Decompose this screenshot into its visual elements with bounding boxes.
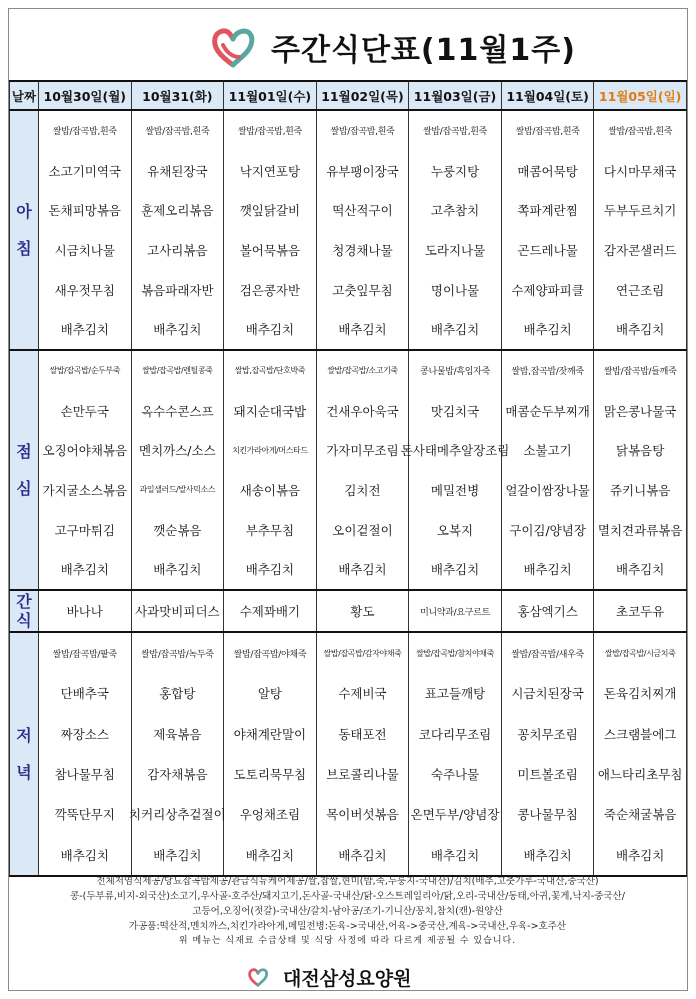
heart-logo-icon xyxy=(209,23,257,71)
snack-day-cell xyxy=(224,590,317,632)
menu-item: 깍뚝단무지 xyxy=(54,807,115,823)
lunch-day-cell xyxy=(501,350,594,590)
origin-note-4: 가공품:떡산적,멘치까스,치킨가라아게,메밀전병:돈육->국내산,어육->중국산,계육->국내산,우육->호주산 xyxy=(128,921,567,932)
menu-item: 스크램블에그 xyxy=(603,726,677,742)
menu-item: 가자미무조림 xyxy=(326,443,399,459)
menu-item: 미트볼조림 xyxy=(517,767,578,783)
menu-item: 낙지연포탕 xyxy=(239,163,301,179)
header xyxy=(9,9,687,79)
menu-item: 배추김치 xyxy=(616,562,665,578)
menu-item: 멸치견과류볶음 xyxy=(597,522,683,538)
menu-item: 도토리묵무침 xyxy=(233,767,307,783)
menu-item: 배추김치 xyxy=(523,847,572,863)
menu-item: 건새우아욱국 xyxy=(326,403,399,419)
lunch-day-cell xyxy=(131,350,224,590)
menu-item: 감자채볶음 xyxy=(147,767,208,783)
menu-item: 맑은콩나물국 xyxy=(603,403,677,419)
menu-item: 쌀밥/잡곡밥/소고기죽 xyxy=(327,366,398,376)
menu-item: 참나물무침 xyxy=(54,767,115,783)
dinner-day-cell xyxy=(594,632,687,876)
menu-item: 쌀밥,잡곡밥/잣깨죽 xyxy=(511,367,584,378)
lunch-day-cell xyxy=(316,350,409,590)
menu-item: 메밀전병 xyxy=(430,482,480,498)
breakfast-day-cell xyxy=(316,110,409,350)
breakfast-day-cell xyxy=(224,110,317,350)
footer-notes xyxy=(9,874,686,949)
menu-item: 쌀밥/잡곡밥/새우죽 xyxy=(511,649,584,660)
menu-item: 시금치나물 xyxy=(54,242,115,258)
menu-item: 쌀밥/잡곡밥,흰죽 xyxy=(515,127,580,138)
lunch-day-cell xyxy=(400,350,510,590)
menu-item: 깻잎닭갈비 xyxy=(239,203,301,219)
menu-item: 쌀밥/잡곡밥/참치야채죽 xyxy=(416,648,494,658)
menu-item: 미니약과/요구르트 xyxy=(420,607,490,618)
menu-item: 단배추국 xyxy=(60,686,109,702)
menu-item: 볶음파래자반 xyxy=(141,282,214,298)
menu-item: 배추김치 xyxy=(60,322,109,338)
snack-day-cell xyxy=(131,590,224,632)
menu-item: 동태포전 xyxy=(338,726,387,742)
snack-day-cell xyxy=(409,590,502,632)
menu-item: 명이나물 xyxy=(430,282,480,298)
menu-item: 소불고기 xyxy=(523,443,572,459)
menu-item: 도라지나물 xyxy=(424,242,486,258)
menu-item: 곤드레나물 xyxy=(517,242,578,258)
dinner-day-cell xyxy=(409,632,502,876)
day-header-fri: 11월03일(금) xyxy=(409,81,502,110)
snack-label xyxy=(10,590,39,632)
menu-item: 우엉채조림 xyxy=(239,807,301,823)
lunch-day-cell xyxy=(39,350,132,590)
menu-item: 온면두부/양념장 xyxy=(410,807,500,823)
breakfast-label-char: 아 xyxy=(16,201,32,221)
menu-item: 치킨가라아게/머스타드 xyxy=(232,445,308,455)
menu-item: 배추김치 xyxy=(153,322,202,338)
menu-item: 닭볶음탕 xyxy=(616,443,665,459)
menu-item: 쌀밥/잡곡밥/녹두죽 xyxy=(141,649,214,660)
menu-item: 부추무침 xyxy=(245,522,295,538)
menu-item: 야채계란말이 xyxy=(233,726,307,742)
menu-item: 쌀밥/잡곡밥/팥죽 xyxy=(52,649,117,660)
menu-item: 오징어야채볶음 xyxy=(42,443,128,459)
weekly-menu-table xyxy=(9,80,687,877)
menu-item: 연근조림 xyxy=(616,282,665,298)
menu-item: 배추김치 xyxy=(338,322,387,338)
menu-change-notice: 위 메뉴는 식재료 수급상태 및 식당 사정에 따라 다르게 제공될 수 있습니다. xyxy=(178,936,517,946)
menu-item: 알탕 xyxy=(257,686,282,702)
menu-item: 떡산적구이 xyxy=(332,203,393,219)
menu-item: 바나나 xyxy=(66,604,103,619)
menu-item: 브로콜리나물 xyxy=(326,767,399,783)
snack-row xyxy=(10,590,687,632)
menu-item: 배추김치 xyxy=(338,847,387,863)
menu-item: 쌀밥/잡곡밥,흰죽 xyxy=(145,127,210,138)
menu-item: 배추김치 xyxy=(523,562,572,578)
menu-item: 배추김치 xyxy=(153,847,202,863)
menu-item: 돈사태메추알장조림 xyxy=(400,443,510,459)
lunch-label-char: 심 xyxy=(16,479,32,498)
snack-day-cell xyxy=(594,590,687,632)
menu-item: 훈제오리볶음 xyxy=(141,203,214,219)
menu-item: 배추김치 xyxy=(60,562,109,578)
day-header-tue: 10월31(화) xyxy=(131,81,224,110)
menu-item: 황도 xyxy=(350,604,375,619)
menu-item: 콩나물무침 xyxy=(517,807,578,823)
menu-item: 손만두국 xyxy=(60,403,109,419)
menu-item: 콩나물밥/흑임자죽 xyxy=(420,367,490,378)
day-header-wed: 11월01일(수) xyxy=(224,81,317,110)
menu-item: 누룽지탕 xyxy=(430,163,480,179)
menu-item: 얼갈이쌈장나물 xyxy=(505,482,590,498)
menu-item: 시금치된장국 xyxy=(511,686,584,702)
menu-item: 오복지 xyxy=(436,522,474,538)
menu-item: 배추김치 xyxy=(430,322,480,338)
day-header-sat: 11월04일(토) xyxy=(501,81,594,110)
menu-item: 고춧잎무침 xyxy=(332,282,393,298)
menu-item: 감자콘샐러드 xyxy=(603,242,677,258)
snack-label-char: 간 xyxy=(16,591,32,611)
dinner-label-char: 저 xyxy=(16,725,32,745)
menu-item: 매콤순두부찌개 xyxy=(505,403,590,419)
menu-item: 쌀밥/잡곡밥/야채죽 xyxy=(233,649,307,660)
menu-item: 배추김치 xyxy=(338,562,387,578)
menu-item: 고사리볶음 xyxy=(147,242,208,258)
menu-item: 돈채피망볶음 xyxy=(48,203,121,219)
menu-item: 죽순채굴볶음 xyxy=(603,807,677,823)
dinner-day-cell xyxy=(39,632,132,876)
menu-item: 코다리무조림 xyxy=(418,726,492,742)
menu-item: 쌀밥/잡곡밥/순두부죽 xyxy=(49,366,121,376)
menu-item: 배추김치 xyxy=(523,322,572,338)
menu-item: 배추김치 xyxy=(153,562,202,578)
menu-item: 소고기미역국 xyxy=(48,163,121,179)
menu-item: 배추김치 xyxy=(616,847,665,863)
menu-item: 깻순볶음 xyxy=(153,522,202,538)
breakfast-row xyxy=(10,110,687,350)
day-header-sun: 11월05일(일) xyxy=(594,81,687,110)
menu-item: 배추김치 xyxy=(430,562,480,578)
menu-item: 쌀밥/잡곡밥,흰죽 xyxy=(423,127,488,138)
menu-item: 검은콩자반 xyxy=(239,282,301,298)
menu-item: 수제비국 xyxy=(338,686,387,702)
menu-item: 돼지순대국밥 xyxy=(233,403,307,419)
breakfast-day-cell xyxy=(409,110,502,350)
day-header-mon: 10월30일(월) xyxy=(39,81,132,110)
menu-item: 멘치까스/소스 xyxy=(139,443,216,459)
menu-item: 오이겉절이 xyxy=(332,522,393,538)
lunch-day-cell xyxy=(224,350,317,590)
origin-note-1: 전체저염식제공/당뇨잡곡밥제공/관급식뉴케어제공/쌀,찹쌀,현미(밥,죽,누룽지-국내산)/김치(배추,고춧가루-국내산,중국산) xyxy=(96,876,599,887)
breakfast-label xyxy=(10,110,39,350)
origin-note-3: 고등어,오징어(젓갈)-국내산/갈치-남아공/조기-기니산/꽁치,참치(캔)-원양산 xyxy=(192,906,503,917)
menu-item: 쪽파계란찜 xyxy=(517,203,578,219)
days-header-row xyxy=(10,81,687,110)
dinner-row xyxy=(10,632,687,876)
dinner-label-char: 녁 xyxy=(16,763,32,782)
menu-item: 쌀밥/잡곡밥,흰죽 xyxy=(608,127,673,138)
menu-item: 김치전 xyxy=(344,482,381,498)
menu-item: 쌀밥/잡곡밥/들깨죽 xyxy=(603,367,677,378)
menu-item: 제육볶음 xyxy=(153,726,202,742)
page-title: 주간식단표(11월1주) xyxy=(271,33,576,68)
menu-item: 유채된장국 xyxy=(147,163,208,179)
menu-item: 사과맛비피더스 xyxy=(135,604,220,619)
breakfast-day-cell xyxy=(39,110,132,350)
menu-item: 다시마무채국 xyxy=(603,163,677,179)
menu-item: 과일샐러드/발사믹소스 xyxy=(139,485,216,495)
menu-item: 가지굴소스볶음 xyxy=(42,482,128,498)
menu-item: 쌀밥,잡곡밥/단호박죽 xyxy=(234,366,306,376)
menu-item: 청경채나물 xyxy=(332,242,393,258)
menu-item: 쥬키니볶음 xyxy=(609,482,671,498)
menu-item: 수제양파피클 xyxy=(511,282,584,298)
menu-item: 고구마튀김 xyxy=(54,522,115,538)
menu-item: 유부팽이장국 xyxy=(326,163,399,179)
menu-item: 매콤어묵탕 xyxy=(517,163,578,179)
menu-item: 새우젓무침 xyxy=(54,282,115,298)
dinner-day-cell xyxy=(316,632,409,876)
menu-item: 배추김치 xyxy=(60,847,109,863)
brand-footer xyxy=(9,962,686,992)
date-header-label: 날짜 xyxy=(10,81,39,110)
dinner-label xyxy=(10,632,39,876)
menu-item: 쌀밥/잡곡밥/렌틸콩죽 xyxy=(142,366,213,376)
snack-day-cell xyxy=(39,590,132,632)
menu-item: 숙주나물 xyxy=(430,767,480,783)
menu-item: 배추김치 xyxy=(245,322,295,338)
dinner-day-cell xyxy=(501,632,594,876)
menu-item: 배추김치 xyxy=(245,562,295,578)
day-header-thu: 11월02일(목) xyxy=(316,81,409,110)
menu-item: 목이버섯볶음 xyxy=(326,807,399,823)
menu-item: 표고들깨탕 xyxy=(424,686,486,702)
breakfast-day-cell xyxy=(131,110,224,350)
menu-item: 옥수수콘스프 xyxy=(141,403,214,419)
menu-item: 쌀밥/잡곡밥/시금치죽 xyxy=(604,648,676,658)
snack-label-char: 식 xyxy=(16,611,32,630)
menu-item: 홍합탕 xyxy=(159,686,196,702)
dinner-day-cell xyxy=(131,632,224,876)
menu-item: 짜장소스 xyxy=(60,726,109,742)
menu-item: 쌀밥/잡곡밥,흰죽 xyxy=(330,127,395,138)
menu-item: 배추김치 xyxy=(430,847,480,863)
breakfast-label-char: 침 xyxy=(16,239,32,258)
menu-item: 두부두르치기 xyxy=(603,203,677,219)
menu-item: 쌀밥/잡곡밥,흰죽 xyxy=(237,127,302,138)
menu-item: 수제꽈배기 xyxy=(239,604,301,619)
menu-item: 새송이볶음 xyxy=(239,482,301,498)
lunch-day-cell xyxy=(594,350,687,590)
menu-item: 구이김/양념장 xyxy=(509,522,586,538)
lunch-label-char: 점 xyxy=(16,441,32,461)
menu-item: 쌀밥/잡곡밥/감자야채죽 xyxy=(323,648,402,658)
menu-item: 배추김치 xyxy=(245,847,295,863)
breakfast-day-cell xyxy=(594,110,687,350)
lunch-row xyxy=(10,350,687,590)
menu-item: 고추참치 xyxy=(430,203,480,219)
breakfast-day-cell xyxy=(501,110,594,350)
heart-logo-small-icon xyxy=(247,966,269,988)
menu-item: 꽁치무조림 xyxy=(517,726,578,742)
menu-item: 홍삼엑기스 xyxy=(517,604,578,619)
menu-item: 초코두유 xyxy=(616,604,665,619)
brand-name: 대전삼성요양원 xyxy=(283,968,412,990)
dinner-day-cell xyxy=(224,632,317,876)
menu-item: 맛김치국 xyxy=(430,403,480,419)
snack-day-cell xyxy=(316,590,409,632)
origin-note-2: 콩-(두부류,비지-외국산)소고기,우사골-호주산/돼지고기,돈사골-국내산/닭-오스트레일리아/닭,오리-국내산/동태,아귀,꽃게,낙지-중국산/ xyxy=(70,891,625,902)
menu-item: 쌀밥/잡곡밥,흰죽 xyxy=(52,127,117,138)
menu-item: 돈육김치찌개 xyxy=(603,686,677,702)
menu-item: 볼어묵볶음 xyxy=(239,242,301,258)
snack-day-cell xyxy=(501,590,594,632)
menu-item: 애느타리초무침 xyxy=(597,767,683,783)
menu-item: 배추김치 xyxy=(616,322,665,338)
lunch-label xyxy=(10,350,39,590)
menu-item: 치커리상추겉절이 xyxy=(129,807,226,823)
